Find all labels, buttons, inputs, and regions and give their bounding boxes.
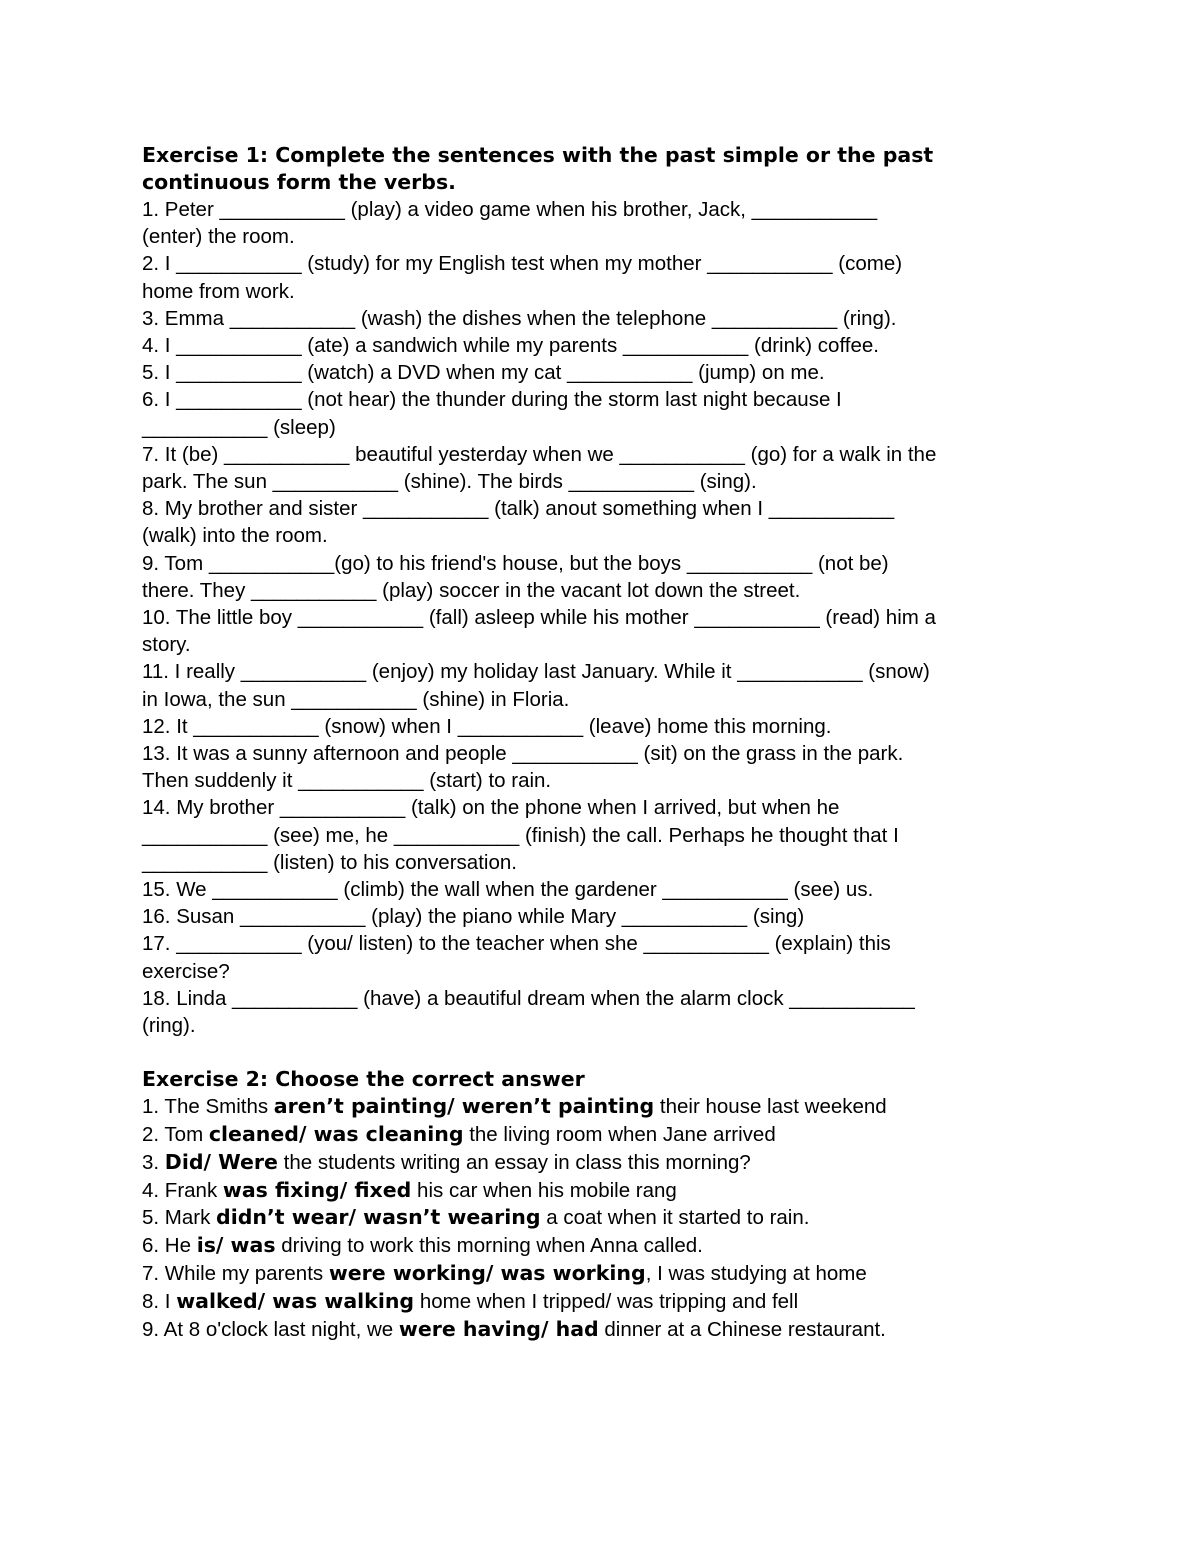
exercise-2-heading-text: Exercise 2: Choose the correct answer bbox=[142, 1067, 585, 1092]
exercise-1-line: Then suddenly it ___________ (start) to rain. bbox=[142, 769, 552, 793]
exercise-1-line: story. bbox=[142, 633, 191, 657]
exercise-2 bbox=[142, 1066, 1067, 1343]
exercise-2-item bbox=[142, 1093, 1067, 1121]
exercise-1-line: 14. My brother ___________ (talk) on the phone when I arrived, but when he bbox=[142, 796, 840, 820]
answer-options: didn’t wear/ wasn’t wearing bbox=[216, 1205, 541, 1230]
exercise-1-line: (enter) the room. bbox=[142, 225, 295, 249]
exercise-1-line: 9. Tom ___________(go) to his friend's house, but the boys ___________ (not be) bbox=[142, 551, 889, 575]
exercise-1-line: 18. Linda ___________ (have) a beautiful dream when the alarm clock ___________ bbox=[142, 986, 915, 1010]
exercise-1-line: ___________ (sleep) bbox=[142, 415, 336, 439]
exercise-1-line: in Iowa, the sun ___________ (shine) in Floria. bbox=[142, 687, 570, 711]
exercise-1-line: 6. I ___________ (not hear) the thunder during the storm last night because I bbox=[142, 388, 842, 412]
item-text: 7. While my parents bbox=[142, 1262, 329, 1286]
item-text: 8. I bbox=[142, 1289, 177, 1313]
exercise-2-item bbox=[142, 1260, 1067, 1288]
item-text: 9. At 8 o'clock last night, we bbox=[142, 1317, 399, 1341]
answer-options: is/ was bbox=[196, 1233, 276, 1258]
exercise-1-line: ___________ (see) me, he ___________ (finish) the call. Perhaps he thought that I bbox=[142, 823, 899, 847]
item-text: the living room when Jane arrived bbox=[463, 1123, 776, 1147]
exercise-1-line: home from work. bbox=[142, 279, 295, 303]
item-text: the students writing an essay in class this morning? bbox=[277, 1150, 751, 1174]
exercise-2-item bbox=[142, 1149, 1067, 1177]
exercise-2-item bbox=[142, 1177, 1067, 1205]
exercise-2-item bbox=[142, 1288, 1067, 1316]
exercise-1-line: 17. ___________ (you/ listen) to the teacher when she ___________ (explain) this bbox=[142, 932, 891, 956]
answer-options: were working/ was working bbox=[328, 1261, 646, 1286]
exercise-1-line: 1. Peter ___________ (play) a video game when his brother, Jack, ___________ bbox=[142, 198, 878, 221]
answer-options: were having/ had bbox=[398, 1316, 599, 1341]
answer-options: was fixing/ fixed bbox=[222, 1177, 412, 1202]
exercise-1-line: 8. My brother and sister ___________ (talk) anout something when I ___________ bbox=[142, 497, 895, 521]
item-text: dinner at a Chinese restaurant. bbox=[598, 1317, 886, 1341]
exercise-2-item bbox=[142, 1316, 1067, 1344]
exercise-1-heading-line-1: Exercise 1: Complete the sentences with the past simple or the past bbox=[142, 143, 934, 167]
exercise-1-line: 4. I ___________ (ate) a sandwich while my parents ___________ (drink) coffee. bbox=[142, 334, 879, 358]
item-text: , I was studying at home bbox=[645, 1262, 867, 1286]
exercise-1 bbox=[142, 142, 1067, 1039]
exercise-1-line: (ring). bbox=[142, 1014, 196, 1038]
item-text: a coat when it started to rain. bbox=[540, 1206, 810, 1230]
exercise-1-line: there. They ___________ (play) soccer in the vacant lot down the street. bbox=[142, 578, 801, 602]
exercise-1-sentences bbox=[142, 196, 1067, 1039]
exercise-1-line: 7. It (be) ___________ beautiful yesterday when we ___________ (go) for a walk in the bbox=[142, 442, 937, 466]
item-text: 4. Frank bbox=[142, 1178, 223, 1202]
answer-options: aren’t painting/ weren’t painting bbox=[273, 1094, 655, 1119]
item-text: their house last weekend bbox=[654, 1095, 887, 1119]
worksheet-page bbox=[142, 142, 1067, 1343]
exercise-2-item bbox=[142, 1121, 1067, 1149]
exercise-1-line: 12. It ___________ (snow) when I ___________ (leave) home this morning. bbox=[142, 714, 832, 738]
item-text: 1. The Smiths bbox=[142, 1095, 274, 1119]
item-text: home when I tripped/ was tripping and fell bbox=[414, 1289, 799, 1313]
exercise-1-line: 2. I ___________ (study) for my English test when my mother ___________ (come) bbox=[142, 252, 903, 276]
exercise-1-line: exercise? bbox=[142, 959, 230, 983]
exercise-1-line: 11. I really ___________ (enjoy) my holiday last January. While it ___________ (snow) bbox=[142, 660, 930, 684]
exercise-1-line: 5. I ___________ (watch) a DVD when my cat ___________ (jump) on me. bbox=[142, 361, 825, 385]
exercise-1-heading-line-2: continuous form the verbs. bbox=[142, 170, 456, 194]
exercise-1-line: 16. Susan ___________ (play) the piano while Mary ___________ (sing) bbox=[142, 905, 805, 929]
exercise-2-item bbox=[142, 1204, 1067, 1232]
exercise-1-line: (walk) into the room. bbox=[142, 524, 328, 548]
exercise-2-item bbox=[142, 1232, 1067, 1260]
item-text: his car when his mobile rang bbox=[411, 1178, 677, 1202]
answer-options: Did/ Were bbox=[164, 1149, 278, 1174]
exercise-1-line: 15. We ___________ (climb) the wall when the gardener ___________ (see) us. bbox=[142, 878, 874, 902]
item-text: 5. Mark bbox=[142, 1206, 217, 1230]
exercise-1-line: 3. Emma ___________ (wash) the dishes when the telephone ___________ (ring). bbox=[142, 306, 897, 330]
answer-options: walked/ was walking bbox=[176, 1288, 415, 1313]
answer-options: cleaned/ was cleaning bbox=[208, 1122, 464, 1147]
exercise-1-heading bbox=[142, 142, 1067, 196]
exercise-2-heading bbox=[142, 1066, 1067, 1093]
exercise-1-line: park. The sun ___________ (shine). The birds ___________ (sing). bbox=[142, 470, 757, 494]
exercise-1-line: 10. The little boy ___________ (fall) asleep while his mother ___________ (read) him a bbox=[142, 606, 936, 630]
item-text: 3. bbox=[142, 1150, 165, 1174]
exercise-2-items bbox=[142, 1093, 1067, 1343]
exercise-1-line: ___________ (listen) to his conversation. bbox=[142, 850, 517, 874]
item-text: 6. He bbox=[142, 1234, 197, 1258]
exercise-1-line: 13. It was a sunny afternoon and people ___________ (sit) on the grass in the park. bbox=[142, 742, 904, 766]
item-text: driving to work this morning when Anna called. bbox=[275, 1234, 703, 1258]
item-text: 2. Tom bbox=[142, 1123, 209, 1147]
